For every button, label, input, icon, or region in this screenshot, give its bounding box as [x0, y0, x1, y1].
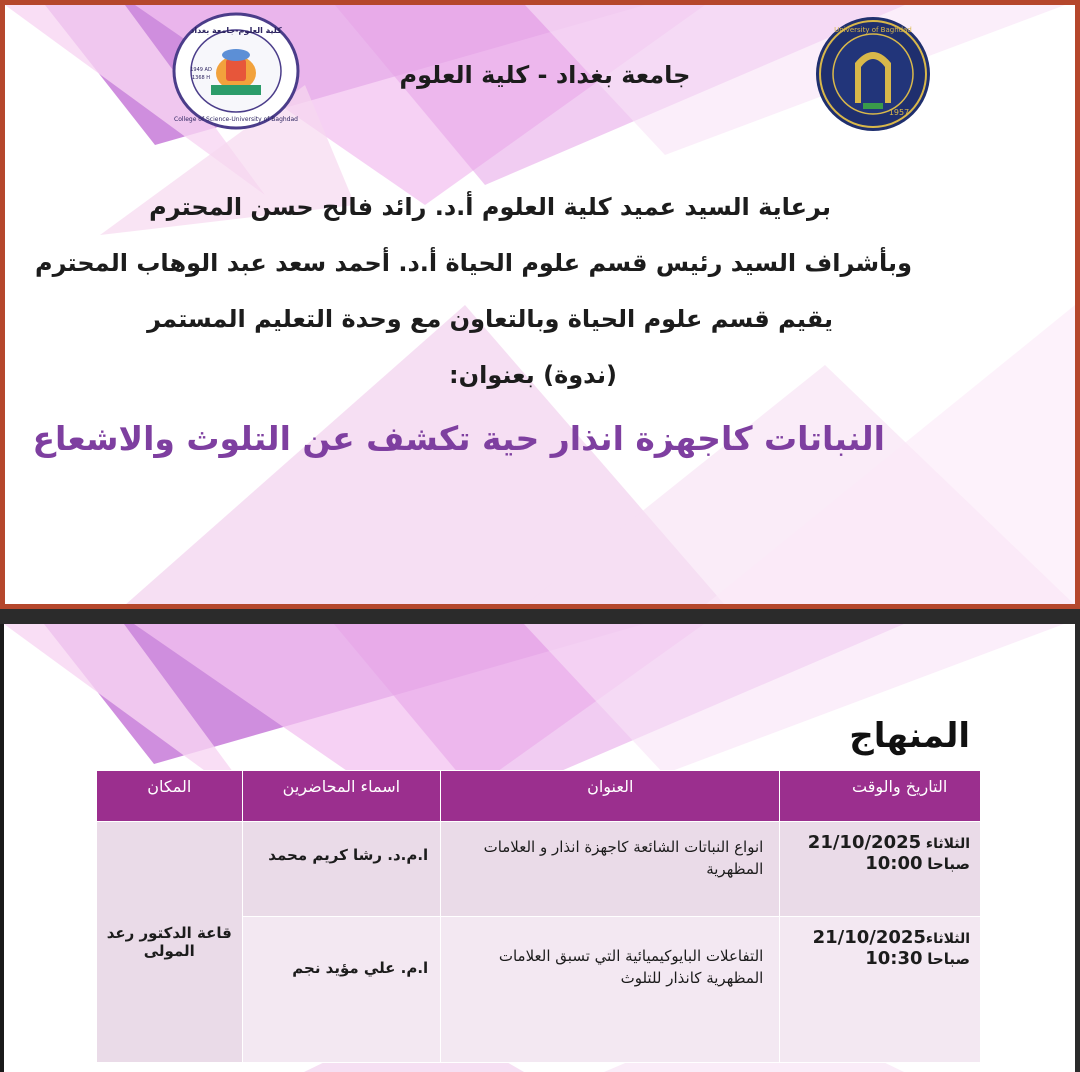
datetime-cell	[780, 822, 981, 917]
title-cell: التفاعلات البايوكيميائية التي تسبق العلامات المظهرية كانذار للتلوث	[441, 917, 780, 1063]
logo-left-bottom-text: College of Science-University of Baghdad	[174, 116, 298, 123]
date: 21/10/2025	[807, 832, 922, 853]
supervision-line: وبأشراف السيد رئيس قسم علوم الحياة أ.د. أحمد سعد عبد الوهاب المحترم	[35, 249, 912, 277]
header-lecturers: اسماء المحاضرين	[242, 771, 441, 822]
seminar-topic: النباتات كاجهزة انذار حية تكشف عن التلوث والاشعاع	[32, 419, 885, 458]
day: الثلاثاء	[925, 836, 970, 852]
university-of-baghdad-logo	[811, 15, 935, 133]
organizer-line: يقيم قسم علوم الحياة وبالتعاون مع وحدة التعليم المستمر	[147, 305, 833, 333]
lecturer-cell: ا.م.د. رشا كريم محمد	[242, 822, 441, 917]
header-title: العنوان	[441, 771, 780, 822]
header-datetime: التاريخ والوقت	[780, 771, 981, 822]
place-cell: قاعة الدكتور رعد المولى	[97, 822, 243, 1063]
time: 10:30	[865, 948, 923, 969]
logo-left-year-ad: 1949 AD	[190, 67, 212, 73]
agenda-table	[96, 770, 981, 1063]
am-pm: صباحا	[927, 950, 970, 968]
agenda-slide	[0, 624, 1075, 1072]
datetime-cell	[780, 917, 981, 1063]
seminar-label: (ندوة) بعنوان:	[449, 361, 617, 389]
header-place: المكان	[97, 771, 243, 822]
title-cell: انواع النباتات الشائعة كاجهزة انذار و العلامات المظهرية	[441, 822, 780, 917]
logo-left-year-h: 1368 H	[191, 75, 211, 81]
time: 10:00	[865, 853, 923, 874]
table-header-row	[97, 771, 981, 822]
lecturer-cell: ا.م. علي مؤيد نجم	[242, 917, 441, 1063]
date: 21/10/2025	[812, 927, 926, 948]
am-pm: صباحا	[927, 855, 970, 873]
agenda-title: المنهاج	[849, 716, 970, 756]
logo-right-top-text: University of Baghdad	[834, 26, 912, 34]
logo-right-year: 1957	[888, 108, 910, 117]
logo-left-top-text: كلية العلوم-جامعة بغداد	[190, 26, 282, 35]
header-title: جامعة بغداد - كلية العلوم	[399, 61, 691, 89]
day: الثلاثاء	[925, 931, 970, 947]
table-row	[97, 822, 981, 917]
college-of-science-logo	[171, 11, 301, 131]
patronage-line: برعاية السيد عميد كلية العلوم أ.د. رائد فالح حسن المحترم	[149, 193, 831, 221]
